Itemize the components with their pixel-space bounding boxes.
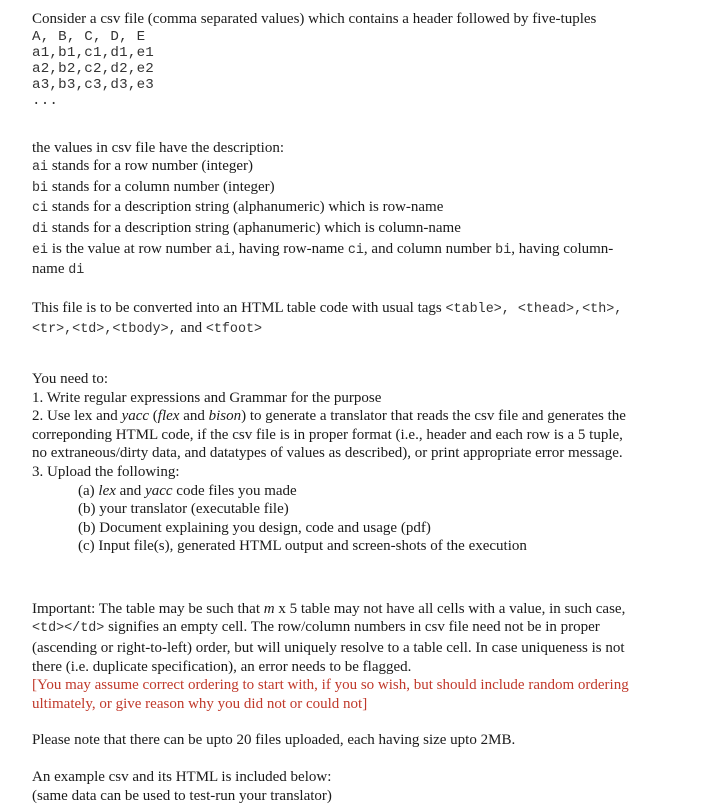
description-item: ai stands for a row number (integer) <box>32 158 254 176</box>
important-line-2: <td></td> signifies an empty cell. The row/column numbers in csv file need not be in proper <box>32 619 600 637</box>
upload-item: (c) Input file(s), generated HTML output and screen-shots of the execution <box>78 538 527 555</box>
csv-line: ... <box>32 92 59 109</box>
important-line-4: there (i.e. duplicate specification), an error needs to be flagged. <box>32 658 412 675</box>
description-heading: the values in csv file have the description: <box>32 139 285 156</box>
description-item: bi stands for a column number (integer) <box>32 178 275 196</box>
csv-line: a3,b3,c3,d3,e3 <box>32 76 154 93</box>
description-ei: ei is the value at row number ai, having row-name ci, and column number bi, having column- <box>32 240 614 258</box>
convert-text: This file is to be converted into an HTML table code with usual tags <table>, <thead>,<th>, <box>32 299 623 317</box>
example-line-2: (same data can be used to test-run your translator) <box>32 787 332 804</box>
description-ei-cont: name di <box>32 261 85 279</box>
upload-item: (b) your translator (executable file) <box>78 501 289 518</box>
description-item: di stands for a description string (aphanumeric) which is column-name <box>32 219 461 237</box>
csv-sample <box>32 29 692 109</box>
document-page <box>32 10 692 805</box>
important-note-red-1: [You may assume correct ordering to start with, if you so wish, but should include random ordering <box>32 677 629 694</box>
task-item-3: 3. Upload the following: <box>32 463 180 480</box>
description-item: ci stands for a description string (alphanumeric) which is row-name <box>32 199 444 217</box>
upload-note: Please note that there can be upto 20 files uploaded, each having size upto 2MB. <box>32 732 516 749</box>
task-item-1: 1. Write regular expressions and Grammar for the purpose <box>32 389 382 406</box>
task-item-2-line-3: no extraneous/dirty data, and datatypes of values as described), or print appropriate error message. <box>32 445 623 462</box>
important-note-red-2: ultimately, or give reason why you did not or could not] <box>32 695 368 712</box>
csv-line: a2,b2,c2,d2,e2 <box>32 60 154 77</box>
important-line-1: Important: The table may be such that m x 5 table may not have all cells with a value, in such case, <box>32 600 626 617</box>
task-item-2: 2. Use lex and yacc (flex and bison) to generate a translator that reads the csv file and generates the <box>32 408 626 425</box>
task-item-2-line-2: correponding HTML code, if the csv file is in proper format (i.e., header and each row is a 5 tuple, <box>32 426 623 443</box>
tasks-heading: You need to: <box>32 370 108 387</box>
upload-item: (a) lex and yacc code files you made <box>78 482 297 499</box>
upload-item: (b) Document explaining you design, code and usage (pdf) <box>78 519 431 536</box>
example-line-1: An example csv and its HTML is included below: <box>32 769 332 786</box>
intro-text: Consider a csv file (comma separated values) which contains a header followed by five-tuples <box>32 11 597 27</box>
important-line-3: (ascending or right-to-left) order, but will uniquely resolve to a table cell. In case uniqueness is not <box>32 640 625 657</box>
csv-line: A, B, C, D, E <box>32 28 146 45</box>
convert-text-cont: <tr>,<td>,<tbody>, and <tfoot> <box>32 320 263 338</box>
csv-line: a1,b1,c1,d1,e1 <box>32 44 154 61</box>
